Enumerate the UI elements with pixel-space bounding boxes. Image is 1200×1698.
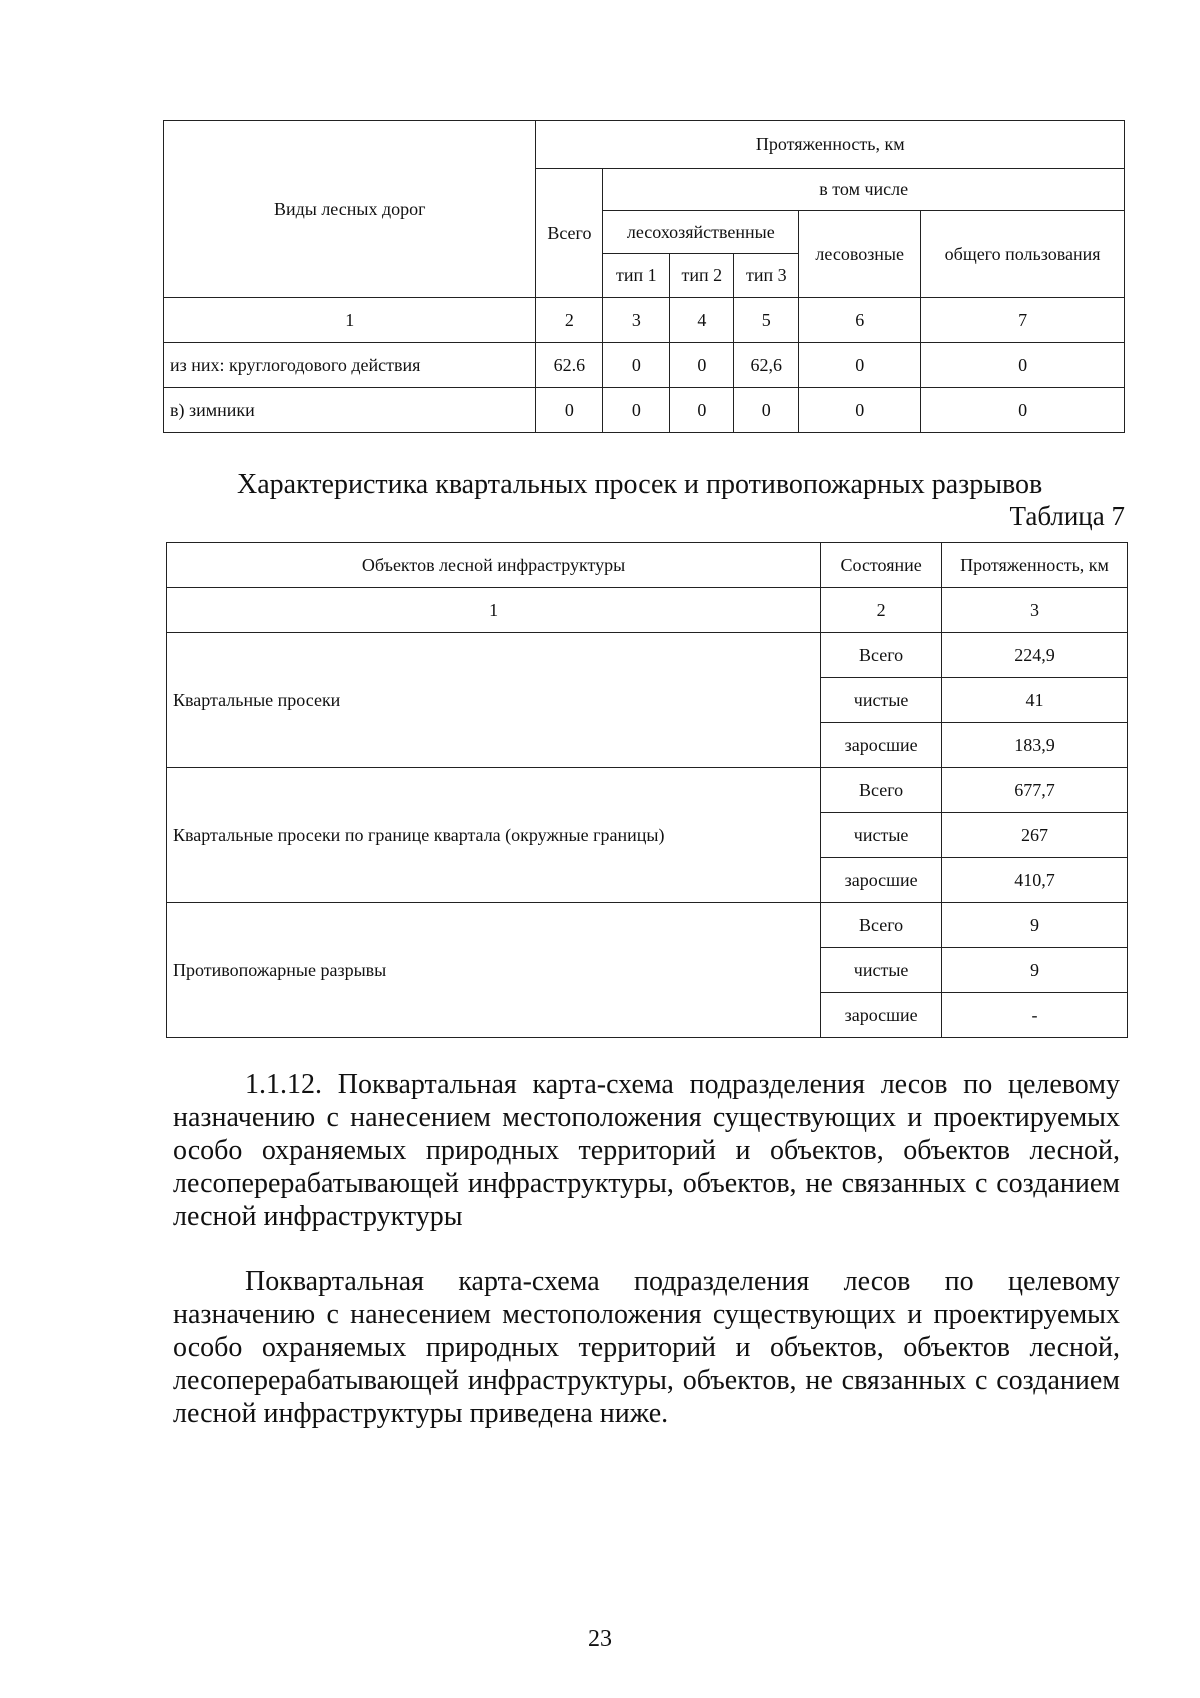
length-cell: - xyxy=(942,993,1128,1038)
state-cell: чистые xyxy=(821,813,942,858)
length-cell: 9 xyxy=(942,948,1128,993)
length-cell: 677,7 xyxy=(942,768,1128,813)
header-row xyxy=(167,543,1128,588)
header-logging: лесовозные xyxy=(799,211,921,298)
table-row xyxy=(167,903,1128,948)
table-cell: 0 xyxy=(799,388,921,433)
column-number: 2 xyxy=(536,298,603,343)
length-cell: 9 xyxy=(942,903,1128,948)
column-number: 3 xyxy=(603,298,670,343)
table-cell: 62.6 xyxy=(536,343,603,388)
column-number: 2 xyxy=(821,588,942,633)
state-cell: Всего xyxy=(821,633,942,678)
header-including: в том числе xyxy=(603,169,1125,211)
table-cell: 0 xyxy=(670,343,734,388)
header-length-km: Протяженность, км xyxy=(536,121,1125,169)
header-public: общего пользования xyxy=(921,211,1125,298)
header-type1: тип 1 xyxy=(603,254,670,298)
header-total: Всего xyxy=(536,169,603,298)
state-cell: Всего xyxy=(821,903,942,948)
table-cell: 0 xyxy=(536,388,603,433)
length-cell: 41 xyxy=(942,678,1128,723)
table-cell: 0 xyxy=(921,388,1125,433)
forest-roads-table xyxy=(163,120,1125,433)
column-number: 1 xyxy=(164,298,536,343)
table-row xyxy=(164,343,1125,388)
header-objects: Объектов лесной инфраструктуры xyxy=(167,543,821,588)
column-numbers-row xyxy=(164,298,1125,343)
table-cell: 0 xyxy=(603,343,670,388)
section-heading-paragraph: 1.1.12. Поквартальная карта-схема подразделения лесов по целевому назначению с нанесением местоположения существующих и проектируемых особо охраняемых природных территорий и объектов, объектов лесной, лесоперерабатывающей инфраструктуры, объектов, не связанных с созданием лесной инфраструктуры xyxy=(173,1069,1120,1232)
group-label: Квартальные просеки по границе квартала (окружные границы) xyxy=(167,768,821,903)
group-label: Квартальные просеки xyxy=(167,633,821,768)
column-number: 1 xyxy=(167,588,821,633)
table-cell: 0 xyxy=(670,388,734,433)
column-number: 4 xyxy=(670,298,734,343)
clearings-table xyxy=(166,542,1128,1038)
column-number: 7 xyxy=(921,298,1125,343)
length-cell: 224,9 xyxy=(942,633,1128,678)
state-cell: заросшие xyxy=(821,858,942,903)
state-cell: Всего xyxy=(821,768,942,813)
header-type3: тип 3 xyxy=(734,254,799,298)
table-number-label: Таблица 7 xyxy=(1009,501,1125,531)
table-row xyxy=(164,388,1125,433)
length-cell: 183,9 xyxy=(942,723,1128,768)
column-number: 3 xyxy=(942,588,1128,633)
header-forestry: лесохозяйственные xyxy=(603,211,799,254)
group-label: Противопожарные разрывы xyxy=(167,903,821,1038)
body-paragraph: Поквартальная карта-схема подразделения лесов по целевому назначению с нанесением местоположения существующих и проектируемых особо охраняемых природных территорий и объектов, объектов лесной, лесоперерабатывающей инфраструктуры, объектов, не связанных с созданием лесной инфраструктуры приведена ниже. xyxy=(173,1266,1120,1429)
column-numbers-row xyxy=(167,588,1128,633)
column-number: 5 xyxy=(734,298,799,343)
page-number: 23 xyxy=(588,1626,612,1652)
header-length: Протяженность, км xyxy=(942,543,1128,588)
length-cell: 410,7 xyxy=(942,858,1128,903)
table-cell: 0 xyxy=(799,343,921,388)
header-road-types: Виды лесных дорог xyxy=(164,121,536,298)
state-cell: заросшие xyxy=(821,723,942,768)
state-cell: чистые xyxy=(821,948,942,993)
table-cell: 62,6 xyxy=(734,343,799,388)
length-cell: 267 xyxy=(942,813,1128,858)
table-caption: Характеристика квартальных просек и противопожарных разрывов xyxy=(237,469,1043,500)
state-cell: заросшие xyxy=(821,993,942,1038)
table-cell: 0 xyxy=(603,388,670,433)
table-cell: 0 xyxy=(734,388,799,433)
state-cell: чистые xyxy=(821,678,942,723)
table-cell: 0 xyxy=(921,343,1125,388)
row-label: в) зимники xyxy=(164,388,536,433)
header-type2: тип 2 xyxy=(670,254,734,298)
row-label: из них: круглогодового действия xyxy=(164,343,536,388)
table-row xyxy=(167,768,1128,813)
column-number: 6 xyxy=(799,298,921,343)
header-state: Состояние xyxy=(821,543,942,588)
table-row xyxy=(167,633,1128,678)
